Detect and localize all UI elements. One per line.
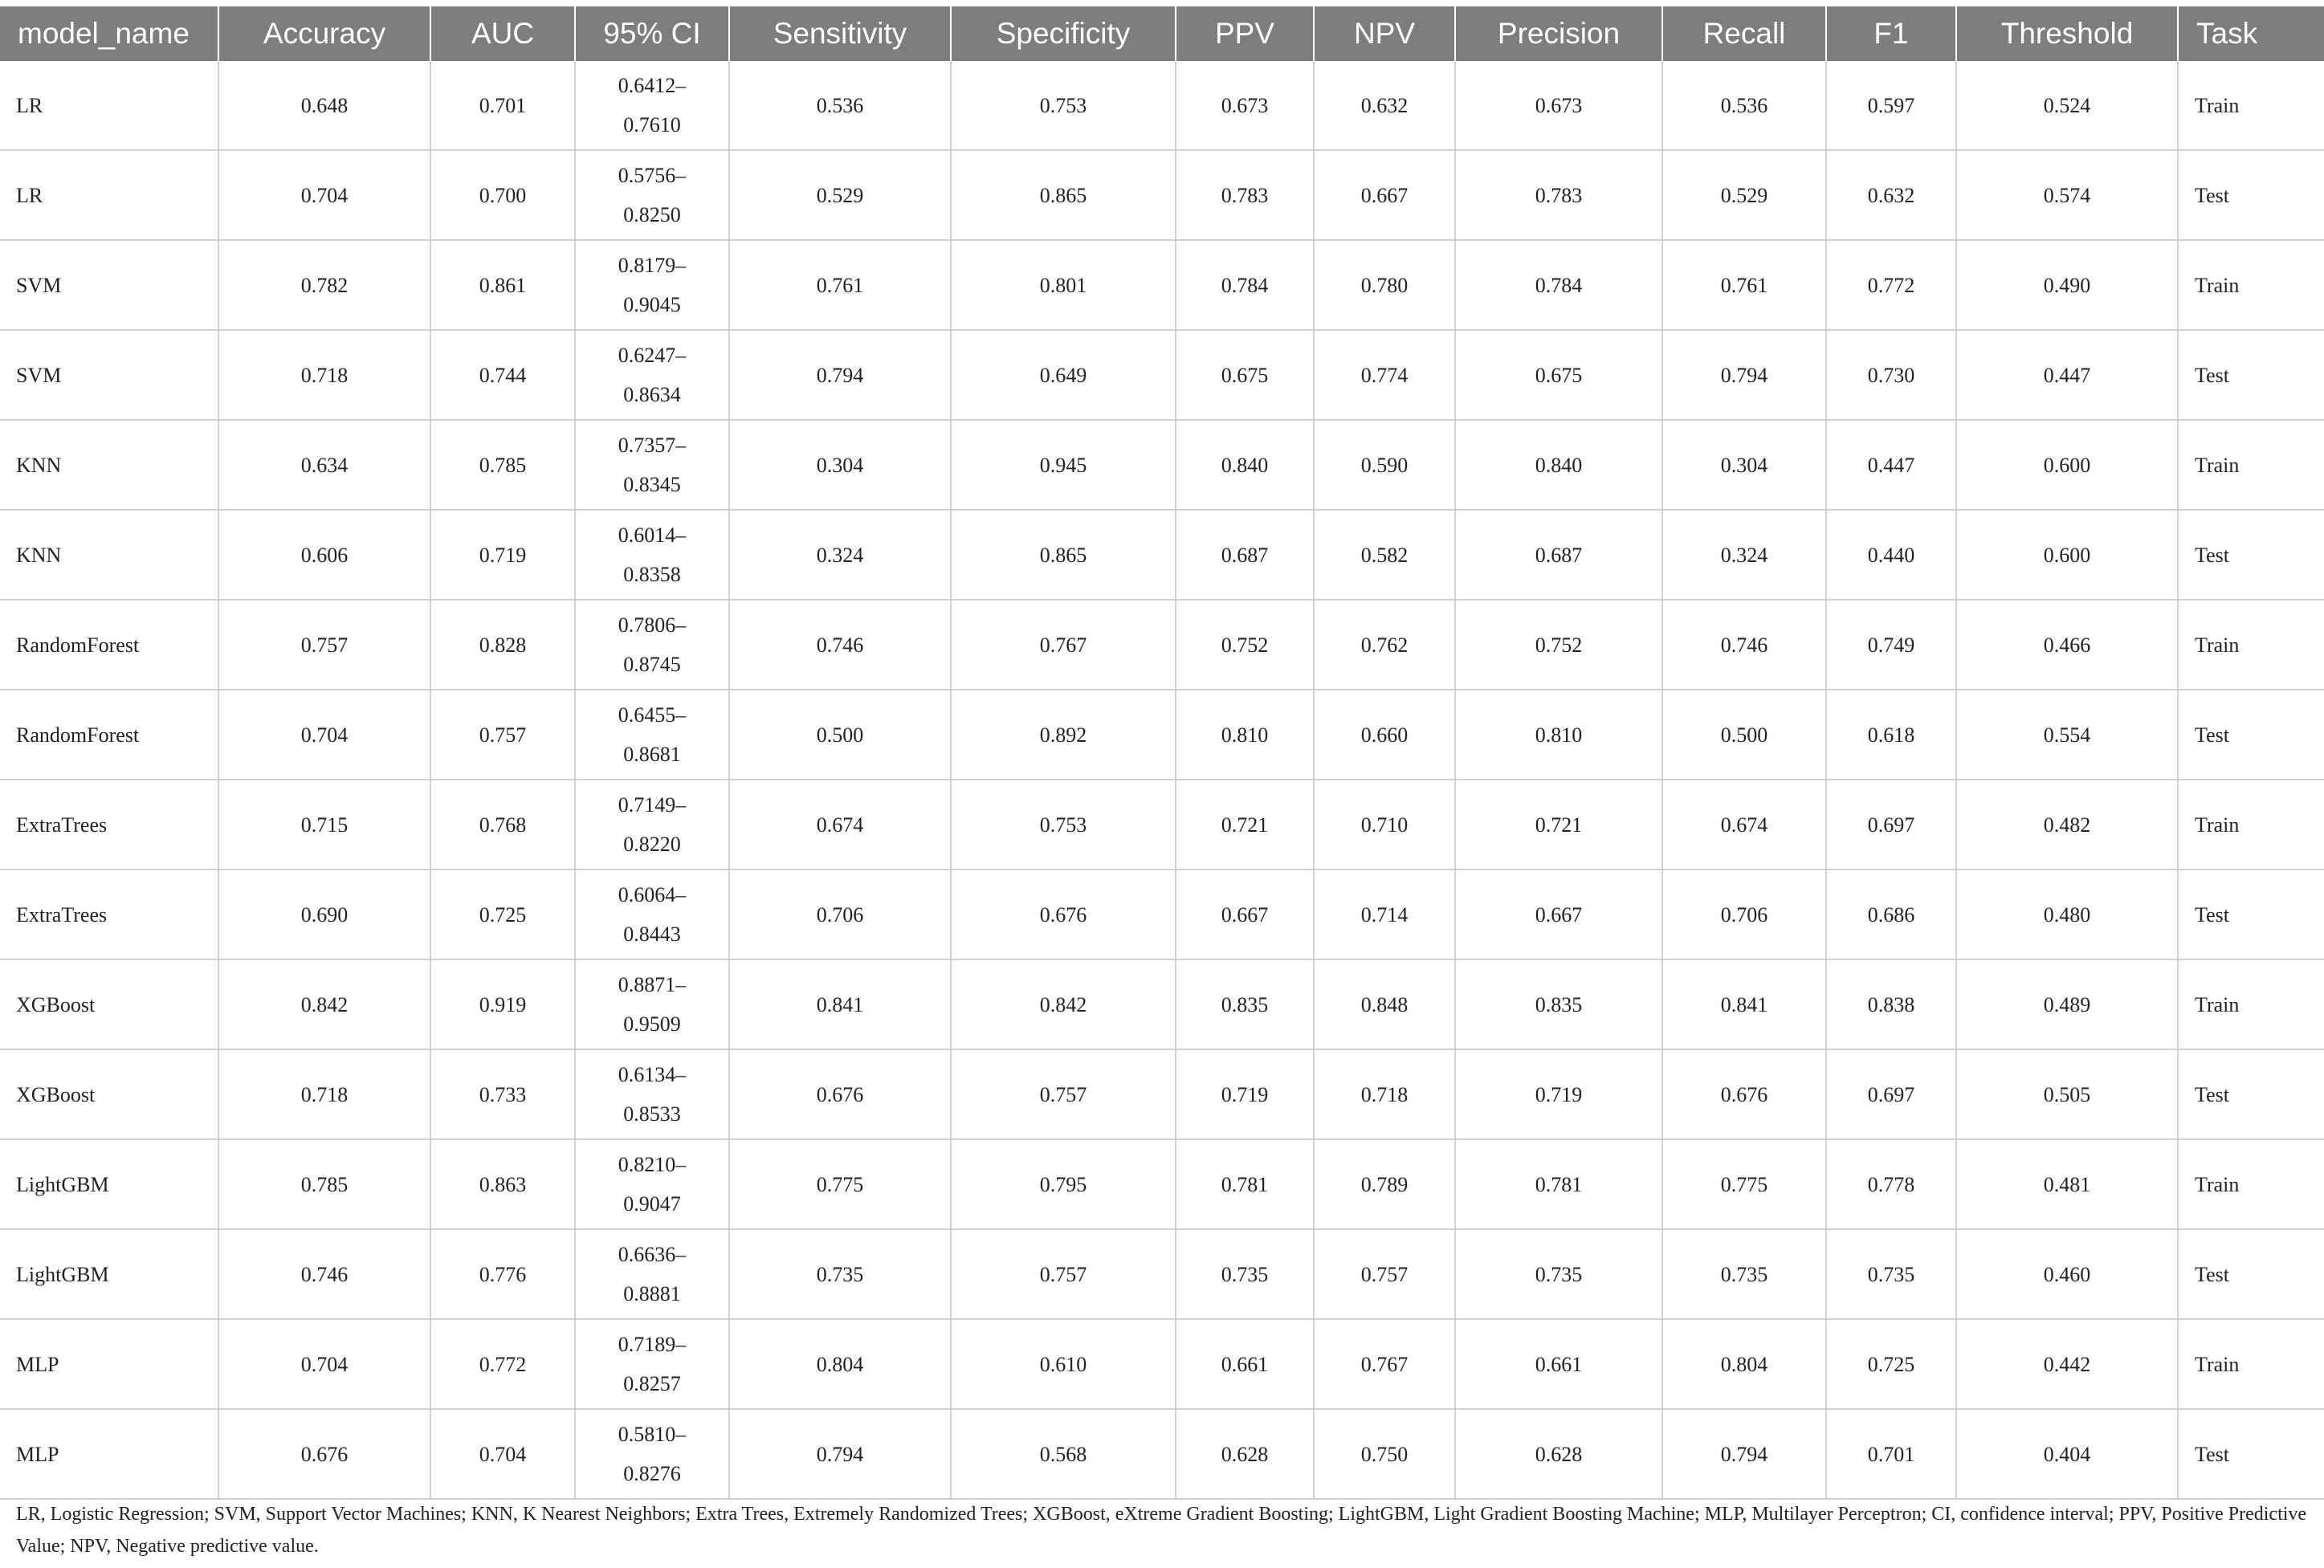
cell-sensitivity: 0.761 (729, 240, 951, 330)
cell-ci (575, 1139, 729, 1229)
cell-npv: 0.714 (1314, 870, 1455, 959)
cell-ppv: 0.673 (1176, 61, 1314, 150)
cell-specificity: 0.568 (951, 1409, 1176, 1499)
cell-recall: 0.775 (1662, 1139, 1826, 1229)
cell-recall: 0.324 (1662, 510, 1826, 600)
cell-auc: 0.733 (430, 1049, 575, 1139)
ci-upper: 0.8533 (623, 1102, 681, 1126)
cell-specificity: 0.757 (951, 1229, 1176, 1319)
cell-task: Train (2178, 959, 2324, 1049)
column-header-precision: Precision (1455, 6, 1662, 61)
cell-npv: 0.590 (1314, 420, 1455, 510)
cell-task: Train (2178, 1139, 2324, 1229)
cell-npv: 0.718 (1314, 1049, 1455, 1139)
cell-recall: 0.676 (1662, 1049, 1826, 1139)
cell-accuracy: 0.842 (218, 959, 430, 1049)
cell-sensitivity: 0.794 (729, 330, 951, 420)
cell-recall: 0.529 (1662, 150, 1826, 240)
cell-ppv: 0.675 (1176, 330, 1314, 420)
ci-lower: 0.6636– (618, 1243, 687, 1266)
cell-npv: 0.632 (1314, 61, 1455, 150)
cell-ci (575, 600, 729, 690)
ci-upper: 0.7610 (623, 113, 681, 136)
cell-sensitivity: 0.794 (729, 1409, 951, 1499)
cell-ci (575, 1049, 729, 1139)
ci-lower: 0.8210– (618, 1153, 687, 1176)
ci-lower: 0.5756– (618, 164, 687, 187)
table-row (0, 1319, 2324, 1409)
cell-threshold: 0.524 (1956, 61, 2178, 150)
cell-recall: 0.674 (1662, 780, 1826, 870)
cell-sensitivity: 0.324 (729, 510, 951, 600)
table-row (0, 420, 2324, 510)
cell-f1: 0.447 (1826, 420, 1956, 510)
cell-ci (575, 150, 729, 240)
cell-precision: 0.687 (1455, 510, 1662, 600)
cell-ci (575, 1319, 729, 1409)
cell-sensitivity: 0.676 (729, 1049, 951, 1139)
table-row (0, 600, 2324, 690)
ci-upper: 0.8257 (623, 1372, 681, 1395)
cell-recall: 0.735 (1662, 1229, 1826, 1319)
cell-recall: 0.804 (1662, 1319, 1826, 1409)
cell-ci (575, 420, 729, 510)
cell-precision: 0.840 (1455, 420, 1662, 510)
cell-f1: 0.735 (1826, 1229, 1956, 1319)
ci-lower: 0.6247– (618, 344, 687, 367)
ci-upper: 0.8881 (623, 1282, 681, 1305)
cell-ppv: 0.735 (1176, 1229, 1314, 1319)
cell-auc: 0.919 (430, 959, 575, 1049)
cell-ci (575, 61, 729, 150)
cell-npv: 0.582 (1314, 510, 1455, 600)
cell-auc: 0.719 (430, 510, 575, 600)
ci-lower: 0.7149– (618, 793, 687, 817)
cell-accuracy: 0.648 (218, 61, 430, 150)
cell-ci (575, 510, 729, 600)
cell-ppv: 0.721 (1176, 780, 1314, 870)
cell-model-name: ExtraTrees (0, 780, 218, 870)
cell-precision: 0.667 (1455, 870, 1662, 959)
cell-task: Test (2178, 1049, 2324, 1139)
cell-specificity: 0.865 (951, 150, 1176, 240)
cell-ppv: 0.661 (1176, 1319, 1314, 1409)
cell-npv: 0.762 (1314, 600, 1455, 690)
cell-recall: 0.841 (1662, 959, 1826, 1049)
column-header-auc: AUC (430, 6, 575, 61)
cell-sensitivity: 0.746 (729, 600, 951, 690)
cell-ppv: 0.687 (1176, 510, 1314, 600)
cell-threshold: 0.404 (1956, 1409, 2178, 1499)
ci-upper: 0.9047 (623, 1192, 681, 1216)
cell-accuracy: 0.606 (218, 510, 430, 600)
table-footnote: LR, Logistic Regression; SVM, Support Vector Machines; KNN, K Nearest Neighbors; Extra Trees, Extremely Randomized Trees; XGBoost, eXtreme Gradient Boosting; LightGBM, Light Gradient Boosting Machine; MLP, Multilayer Perceptron; CI, confidence interval; PPV, Positive Predictive Value; NPV, Negative predictive value. (16, 1504, 2307, 1557)
cell-accuracy: 0.782 (218, 240, 430, 330)
cell-threshold: 0.442 (1956, 1319, 2178, 1409)
column-header-recall: Recall (1662, 6, 1826, 61)
cell-threshold: 0.489 (1956, 959, 2178, 1049)
cell-task: Test (2178, 150, 2324, 240)
cell-auc: 0.863 (430, 1139, 575, 1229)
cell-auc: 0.785 (430, 420, 575, 510)
cell-ppv: 0.628 (1176, 1409, 1314, 1499)
cell-model-name: MLP (0, 1319, 218, 1409)
cell-accuracy: 0.704 (218, 150, 430, 240)
cell-accuracy: 0.718 (218, 330, 430, 420)
cell-threshold: 0.600 (1956, 510, 2178, 600)
cell-precision: 0.628 (1455, 1409, 1662, 1499)
cell-auc: 0.757 (430, 690, 575, 780)
cell-npv: 0.757 (1314, 1229, 1455, 1319)
cell-recall: 0.746 (1662, 600, 1826, 690)
results-table-container (0, 6, 2324, 1500)
cell-precision: 0.781 (1455, 1139, 1662, 1229)
cell-model-name: LR (0, 61, 218, 150)
cell-auc: 0.772 (430, 1319, 575, 1409)
cell-sensitivity: 0.536 (729, 61, 951, 150)
ci-lower: 0.8871– (618, 973, 687, 996)
cell-precision: 0.783 (1455, 150, 1662, 240)
cell-specificity: 0.753 (951, 61, 1176, 150)
cell-ci (575, 690, 729, 780)
cell-threshold: 0.600 (1956, 420, 2178, 510)
cell-ppv: 0.810 (1176, 690, 1314, 780)
cell-threshold: 0.466 (1956, 600, 2178, 690)
column-header-specificity: Specificity (951, 6, 1176, 61)
cell-model-name: MLP (0, 1409, 218, 1499)
cell-precision: 0.673 (1455, 61, 1662, 150)
cell-f1: 0.701 (1826, 1409, 1956, 1499)
table-row (0, 959, 2324, 1049)
cell-npv: 0.774 (1314, 330, 1455, 420)
ci-lower: 0.6014– (618, 523, 687, 547)
table-row (0, 240, 2324, 330)
cell-auc: 0.701 (430, 61, 575, 150)
cell-sensitivity: 0.804 (729, 1319, 951, 1409)
cell-f1: 0.838 (1826, 959, 1956, 1049)
cell-npv: 0.660 (1314, 690, 1455, 780)
cell-accuracy: 0.704 (218, 690, 430, 780)
cell-f1: 0.725 (1826, 1319, 1956, 1409)
cell-accuracy: 0.704 (218, 1319, 430, 1409)
cell-model-name: LightGBM (0, 1139, 218, 1229)
cell-f1: 0.632 (1826, 150, 1956, 240)
cell-ppv: 0.719 (1176, 1049, 1314, 1139)
cell-auc: 0.768 (430, 780, 575, 870)
cell-npv: 0.780 (1314, 240, 1455, 330)
cell-f1: 0.730 (1826, 330, 1956, 420)
ci-upper: 0.8276 (623, 1462, 681, 1485)
cell-task: Test (2178, 1409, 2324, 1499)
cell-auc: 0.861 (430, 240, 575, 330)
cell-threshold: 0.505 (1956, 1049, 2178, 1139)
cell-sensitivity: 0.735 (729, 1229, 951, 1319)
cell-accuracy: 0.634 (218, 420, 430, 510)
table-row (0, 1229, 2324, 1319)
cell-ci (575, 1409, 729, 1499)
ci-lower: 0.7806– (618, 613, 687, 637)
column-header-f1: F1 (1826, 6, 1956, 61)
cell-threshold: 0.460 (1956, 1229, 2178, 1319)
column-header-95-ci: 95% CI (575, 6, 729, 61)
cell-task: Test (2178, 690, 2324, 780)
cell-model-name: KNN (0, 510, 218, 600)
cell-task: Train (2178, 420, 2324, 510)
cell-threshold: 0.574 (1956, 150, 2178, 240)
table-row (0, 150, 2324, 240)
table-row (0, 870, 2324, 959)
cell-model-name: SVM (0, 330, 218, 420)
cell-npv: 0.710 (1314, 780, 1455, 870)
cell-precision: 0.719 (1455, 1049, 1662, 1139)
cell-model-name: RandomForest (0, 690, 218, 780)
cell-precision: 0.721 (1455, 780, 1662, 870)
cell-model-name: XGBoost (0, 959, 218, 1049)
column-header-npv: NPV (1314, 6, 1455, 61)
ci-upper: 0.8681 (623, 743, 681, 766)
cell-specificity: 0.649 (951, 330, 1176, 420)
cell-precision: 0.752 (1455, 600, 1662, 690)
cell-specificity: 0.753 (951, 780, 1176, 870)
cell-precision: 0.810 (1455, 690, 1662, 780)
column-header-task: Task (2178, 6, 2324, 61)
cell-sensitivity: 0.674 (729, 780, 951, 870)
cell-ppv: 0.840 (1176, 420, 1314, 510)
cell-recall: 0.500 (1662, 690, 1826, 780)
cell-model-name: KNN (0, 420, 218, 510)
cell-accuracy: 0.757 (218, 600, 430, 690)
table-row (0, 61, 2324, 150)
ci-lower: 0.8179– (618, 254, 687, 277)
header-row (0, 6, 2324, 61)
cell-accuracy: 0.676 (218, 1409, 430, 1499)
column-header-model-name: model_name (0, 6, 218, 61)
cell-specificity: 0.801 (951, 240, 1176, 330)
column-header-threshold: Threshold (1956, 6, 2178, 61)
cell-auc: 0.744 (430, 330, 575, 420)
ci-lower: 0.6412– (618, 74, 687, 97)
ci-upper: 0.8250 (623, 203, 681, 226)
cell-npv: 0.767 (1314, 1319, 1455, 1409)
cell-f1: 0.618 (1826, 690, 1956, 780)
cell-npv: 0.667 (1314, 150, 1455, 240)
cell-f1: 0.697 (1826, 780, 1956, 870)
cell-recall: 0.794 (1662, 330, 1826, 420)
cell-ppv: 0.752 (1176, 600, 1314, 690)
ci-lower: 0.6064– (618, 883, 687, 906)
cell-specificity: 0.767 (951, 600, 1176, 690)
table-row (0, 1409, 2324, 1499)
cell-ppv: 0.781 (1176, 1139, 1314, 1229)
table-row (0, 780, 2324, 870)
ci-lower: 0.7357– (618, 434, 687, 457)
cell-threshold: 0.481 (1956, 1139, 2178, 1229)
cell-sensitivity: 0.500 (729, 690, 951, 780)
cell-specificity: 0.610 (951, 1319, 1176, 1409)
cell-task: Test (2178, 510, 2324, 600)
table-row (0, 1139, 2324, 1229)
cell-task: Test (2178, 330, 2324, 420)
cell-recall: 0.794 (1662, 1409, 1826, 1499)
table-row (0, 510, 2324, 600)
cell-model-name: LightGBM (0, 1229, 218, 1319)
ci-upper: 0.8220 (623, 833, 681, 856)
cell-recall: 0.761 (1662, 240, 1826, 330)
cell-threshold: 0.490 (1956, 240, 2178, 330)
cell-ppv: 0.667 (1176, 870, 1314, 959)
cell-task: Train (2178, 1319, 2324, 1409)
cell-accuracy: 0.715 (218, 780, 430, 870)
ci-lower: 0.7189– (618, 1333, 687, 1356)
cell-model-name: LR (0, 150, 218, 240)
cell-threshold: 0.554 (1956, 690, 2178, 780)
cell-specificity: 0.945 (951, 420, 1176, 510)
cell-npv: 0.848 (1314, 959, 1455, 1049)
cell-specificity: 0.757 (951, 1049, 1176, 1139)
cell-specificity: 0.795 (951, 1139, 1176, 1229)
cell-auc: 0.776 (430, 1229, 575, 1319)
cell-auc: 0.725 (430, 870, 575, 959)
ci-lower: 0.6134– (618, 1063, 687, 1086)
ci-lower: 0.5810– (618, 1423, 687, 1446)
cell-sensitivity: 0.841 (729, 959, 951, 1049)
cell-precision: 0.661 (1455, 1319, 1662, 1409)
cell-ppv: 0.784 (1176, 240, 1314, 330)
cell-ci (575, 959, 729, 1049)
cell-ci (575, 1229, 729, 1319)
column-header-accuracy: Accuracy (218, 6, 430, 61)
cell-task: Train (2178, 240, 2324, 330)
table-row (0, 330, 2324, 420)
cell-ppv: 0.835 (1176, 959, 1314, 1049)
ci-upper: 0.8634 (623, 383, 681, 406)
cell-task: Train (2178, 600, 2324, 690)
cell-specificity: 0.892 (951, 690, 1176, 780)
cell-task: Train (2178, 780, 2324, 870)
cell-sensitivity: 0.304 (729, 420, 951, 510)
cell-recall: 0.536 (1662, 61, 1826, 150)
ci-upper: 0.9509 (623, 1012, 681, 1036)
column-header-ppv: PPV (1176, 6, 1314, 61)
cell-threshold: 0.447 (1956, 330, 2178, 420)
cell-sensitivity: 0.529 (729, 150, 951, 240)
cell-auc: 0.704 (430, 1409, 575, 1499)
cell-recall: 0.304 (1662, 420, 1826, 510)
ci-upper: 0.8443 (623, 922, 681, 946)
cell-f1: 0.597 (1826, 61, 1956, 150)
cell-ci (575, 780, 729, 870)
cell-accuracy: 0.785 (218, 1139, 430, 1229)
cell-npv: 0.789 (1314, 1139, 1455, 1229)
cell-f1: 0.778 (1826, 1139, 1956, 1229)
cell-task: Test (2178, 1229, 2324, 1319)
cell-sensitivity: 0.775 (729, 1139, 951, 1229)
cell-task: Train (2178, 61, 2324, 150)
cell-sensitivity: 0.706 (729, 870, 951, 959)
cell-precision: 0.675 (1455, 330, 1662, 420)
cell-model-name: SVM (0, 240, 218, 330)
ci-upper: 0.8358 (623, 563, 681, 586)
cell-specificity: 0.842 (951, 959, 1176, 1049)
cell-specificity: 0.676 (951, 870, 1176, 959)
ci-upper: 0.8345 (623, 473, 681, 496)
model-metrics-table (0, 6, 2324, 1500)
cell-f1: 0.686 (1826, 870, 1956, 959)
ci-upper: 0.9045 (623, 293, 681, 316)
cell-model-name: XGBoost (0, 1049, 218, 1139)
cell-accuracy: 0.746 (218, 1229, 430, 1319)
ci-lower: 0.6455– (618, 703, 687, 727)
cell-precision: 0.784 (1455, 240, 1662, 330)
column-header-sensitivity: Sensitivity (729, 6, 951, 61)
cell-ci (575, 330, 729, 420)
cell-recall: 0.706 (1662, 870, 1826, 959)
table-row (0, 690, 2324, 780)
cell-auc: 0.700 (430, 150, 575, 240)
cell-threshold: 0.482 (1956, 780, 2178, 870)
cell-f1: 0.440 (1826, 510, 1956, 600)
cell-accuracy: 0.718 (218, 1049, 430, 1139)
cell-precision: 0.735 (1455, 1229, 1662, 1319)
cell-f1: 0.772 (1826, 240, 1956, 330)
cell-f1: 0.749 (1826, 600, 1956, 690)
cell-f1: 0.697 (1826, 1049, 1956, 1139)
cell-ci (575, 870, 729, 959)
ci-upper: 0.8745 (623, 653, 681, 676)
cell-auc: 0.828 (430, 600, 575, 690)
table-body (0, 61, 2324, 1499)
table-header (0, 6, 2324, 61)
cell-task: Test (2178, 870, 2324, 959)
cell-specificity: 0.865 (951, 510, 1176, 600)
cell-ppv: 0.783 (1176, 150, 1314, 240)
cell-ci (575, 240, 729, 330)
cell-model-name: RandomForest (0, 600, 218, 690)
cell-npv: 0.750 (1314, 1409, 1455, 1499)
cell-accuracy: 0.690 (218, 870, 430, 959)
cell-model-name: ExtraTrees (0, 870, 218, 959)
cell-precision: 0.835 (1455, 959, 1662, 1049)
table-row (0, 1049, 2324, 1139)
cell-threshold: 0.480 (1956, 870, 2178, 959)
